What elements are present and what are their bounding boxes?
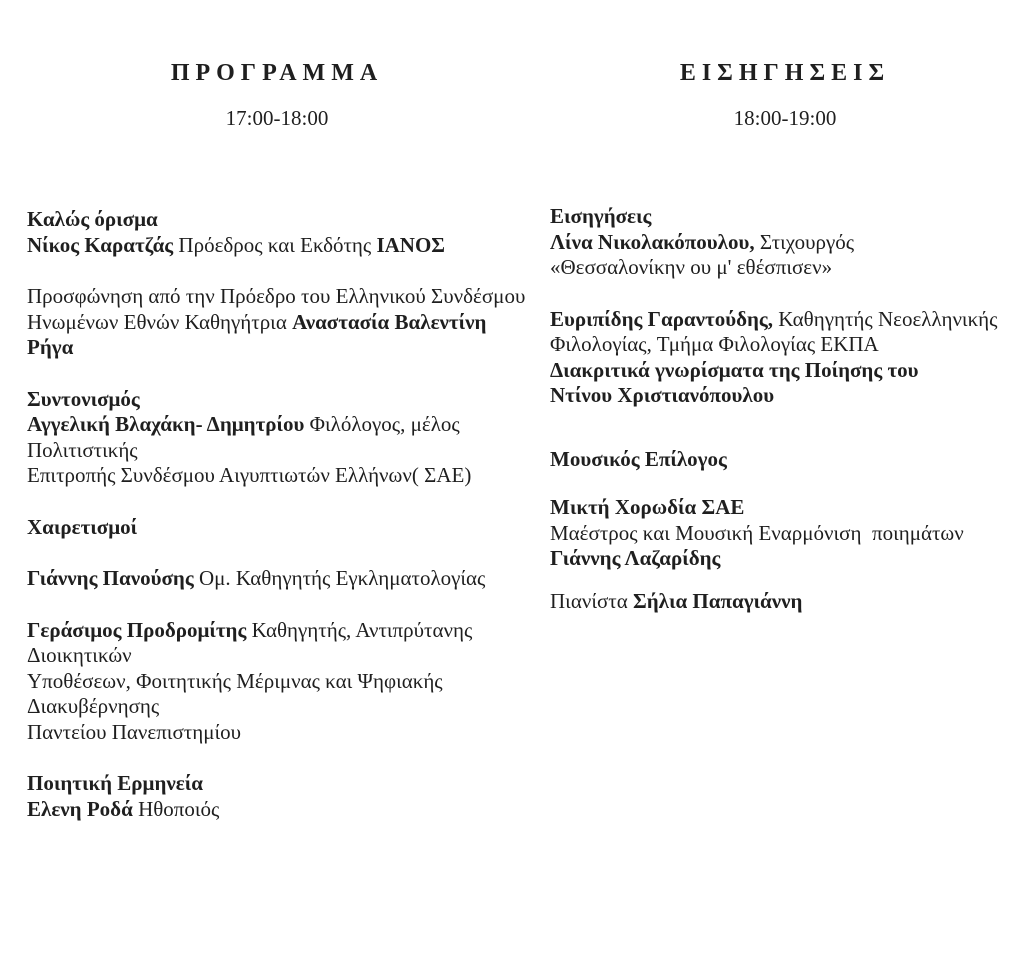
text-block xyxy=(27,618,527,746)
bold-text-segment: ΙΑΝΟΣ xyxy=(376,232,446,257)
text-segment: Παντείου Πανεπιστημίου xyxy=(27,719,241,744)
text-segment: Ηθοποιός xyxy=(132,796,220,821)
text-segment: Πιανίστα xyxy=(550,588,633,613)
bold-text-segment: Μουσικός Επίλογος xyxy=(550,446,727,471)
text-segment: Φιλόλογος, μέλος Πολιτιστικής xyxy=(27,412,465,462)
bold-text-segment: Γεράσιμος Προδρομίτης xyxy=(27,617,247,642)
bold-text-segment: Συντονισμός xyxy=(27,386,140,411)
column-program-blocks xyxy=(27,207,527,822)
bold-text-segment: Μικτή Χορωδία ΣΑΕ xyxy=(550,495,745,519)
text-segment: Πρόεδρος και Εκδότης xyxy=(173,232,377,257)
text-segment: Μαέστρος και Μουσική Εναρμόνιση ποιημάτων xyxy=(550,520,964,545)
text-segment: Προσφώνηση από την Πρόεδρο του Ελληνικού Συνδέσμου xyxy=(27,284,526,308)
text-block xyxy=(550,447,1020,473)
text-block xyxy=(27,207,527,258)
text-block xyxy=(27,284,527,361)
text-segment: Ηνωμένων Εθνών Καθηγήτρια xyxy=(27,309,293,334)
text-block xyxy=(550,307,1020,409)
column-presentations-blocks xyxy=(550,204,1020,614)
bold-text-segment: Ελενη Ροδά xyxy=(27,796,133,821)
text-segment: Καθηγητής, Αντιπρύτανης Διοικητικών xyxy=(27,617,477,667)
text-block xyxy=(550,204,1020,281)
bold-text-segment: Εισηγήσεις xyxy=(550,204,652,228)
text-segment: Επιτροπής Συνδέσμου Αιγυπτιωτών Ελλήνων( ΣΑΕ) xyxy=(27,463,472,487)
column-presentations-time: 18:00-19:00 xyxy=(733,106,837,130)
bold-text-segment: Σήλια Παπαγιάννη xyxy=(632,588,803,613)
text-segment: Φιλολογίας, Τμήμα Φιλολογίας ΕΚΠΑ xyxy=(550,332,879,356)
bold-text-segment: Χαιρετισμοί xyxy=(27,514,138,539)
bold-text-segment: Γιάννης Πανούσης xyxy=(27,566,194,590)
bold-text-segment: Καλώς όρισμα xyxy=(27,207,158,231)
bold-text-segment: Ευριπίδης Γαραντούδης, xyxy=(550,306,774,331)
text-block xyxy=(27,771,527,822)
text-segment: Στιχουργός xyxy=(754,229,855,254)
column-presentations xyxy=(550,58,1020,614)
bold-text-segment: Γιάννης Λαζαρίδης xyxy=(550,546,721,570)
text-segment: «Θεσσαλονίκην ου μ' εθέσπισεν» xyxy=(550,255,833,279)
bold-text-segment: Λίνα Νικολακόπουλου, xyxy=(550,229,755,254)
text-block xyxy=(27,515,527,541)
bold-text-segment: Ντίνου Χριστιανόπουλου xyxy=(550,383,775,407)
column-program-title: ΠΡΟΓΡΑΜΜΑ xyxy=(170,60,384,86)
text-segment: Ομ. Καθηγητής Εγκληματολογίας xyxy=(193,566,486,590)
bold-text-segment: Ποιητική Ερμηνεία xyxy=(27,771,203,795)
text-block xyxy=(27,387,527,489)
text-segment: Υποθέσεων, Φοιτητικής Μέριμνας και Ψηφιακής Διακυβέρνησης xyxy=(27,668,447,718)
bold-text-segment: Νίκος Καρατζάς xyxy=(27,232,174,257)
text-segment: Καθηγητής Νεοελληνικής xyxy=(773,306,998,331)
text-block xyxy=(27,566,527,592)
bold-text-segment: Αγγελική Βλαχάκη- Δημητρίου xyxy=(27,412,305,436)
bold-text-segment: Διακριτικά γνωρίσματα της Ποίησης του xyxy=(550,357,919,382)
text-block xyxy=(550,495,1020,572)
column-program xyxy=(27,58,527,822)
text-block xyxy=(550,589,1020,615)
bold-text-segment: Αναστασία Βαλεντίνη Ρήγα xyxy=(27,309,492,359)
column-presentations-title: ΕΙΣΗΓΗΣΕΙΣ xyxy=(679,60,891,86)
column-program-time: 17:00-18:00 xyxy=(225,106,329,130)
